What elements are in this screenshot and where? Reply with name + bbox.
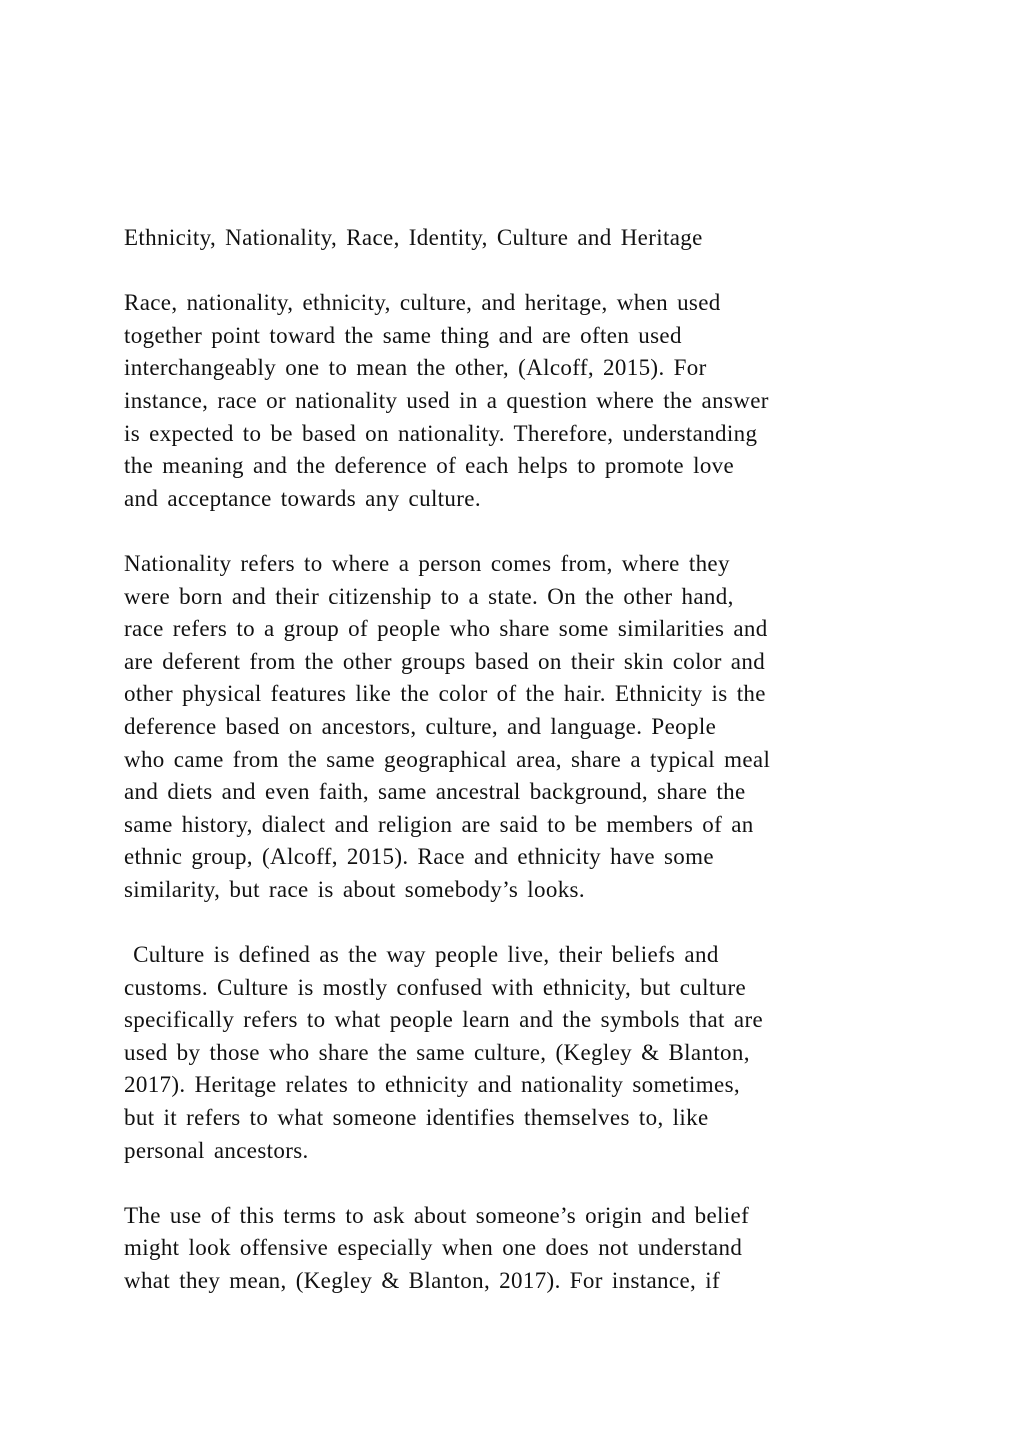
paragraph-line: were born and their citizenship to a state. On the other hand, [124, 583, 734, 609]
paragraph-gap [124, 1167, 924, 1200]
paragraph-gap [124, 906, 924, 939]
paragraph-gap [124, 515, 924, 548]
paragraph-line: personal ancestors. [124, 1137, 309, 1163]
paragraph-line: the meaning and the deference of each helps to promote love [124, 453, 735, 479]
document-title: Ethnicity, Nationality, Race, Identity, Culture and Heritage [124, 225, 703, 250]
paragraph-line: might look offensive especially when one does not understand [124, 1235, 743, 1261]
paragraph-line: used by those who share the same culture, (Kegley & Blanton, [124, 1039, 750, 1065]
paragraph-line: is expected to be based on nationality. Therefore, understanding [124, 420, 758, 446]
paragraph-line: specifically refers to what people learn and the symbols that are [124, 1007, 764, 1033]
paragraph-line: instance, race or nationality used in a question where the answer [124, 387, 769, 413]
paragraph-line: ethnic group, (Alcoff, 2015). Race and ethnicity have some [124, 844, 714, 870]
paragraph-line: interchangeably one to mean the other, (Alcoff, 2015). For [124, 355, 707, 381]
paragraph-4 [124, 1200, 924, 1298]
document-body [124, 222, 924, 1298]
paragraph-line: customs. Culture is mostly confused with ethnicity, but culture [124, 974, 747, 1000]
paragraph-line: The use of this terms to ask about someone’s origin and belief [124, 1202, 750, 1228]
paragraph-line: same history, dialect and religion are said to be members of an [124, 811, 754, 837]
paragraph-line: other physical features like the color of the hair. Ethnicity is the [124, 681, 766, 707]
paragraph-line: race refers to a group of people who share some similarities and [124, 616, 768, 642]
paragraph-gap [124, 255, 924, 288]
paragraph-line: Culture is defined as the way people live, their beliefs and [124, 942, 719, 968]
paragraph-line: are deferent from the other groups based on their skin color and [124, 648, 766, 674]
paragraph-line: similarity, but race is about somebody’s looks. [124, 876, 585, 902]
paragraph-line: who came from the same geographical area, share a typical meal [124, 746, 771, 772]
paragraph-line: but it refers to what someone identifies themselves to, like [124, 1105, 709, 1131]
paragraph-line: and diets and even faith, same ancestral background, share the [124, 779, 746, 805]
paragraph-line: together point toward the same thing and are often used [124, 322, 682, 348]
paragraph-1 [124, 287, 924, 515]
paragraph-line: and acceptance towards any culture. [124, 485, 481, 511]
paragraph-line: what they mean, (Kegley & Blanton, 2017). For instance, if [124, 1268, 720, 1293]
paragraph-line: deference based on ancestors, culture, and language. People [124, 713, 717, 739]
paragraph-2 [124, 548, 924, 907]
paragraph-line: 2017). Heritage relates to ethnicity and nationality sometimes, [124, 1072, 740, 1098]
paragraph-line: Nationality refers to where a person comes from, where they [124, 550, 730, 576]
paragraph-line: Race, nationality, ethnicity, culture, and heritage, when used [124, 290, 721, 316]
paragraph-3 [124, 939, 924, 1167]
